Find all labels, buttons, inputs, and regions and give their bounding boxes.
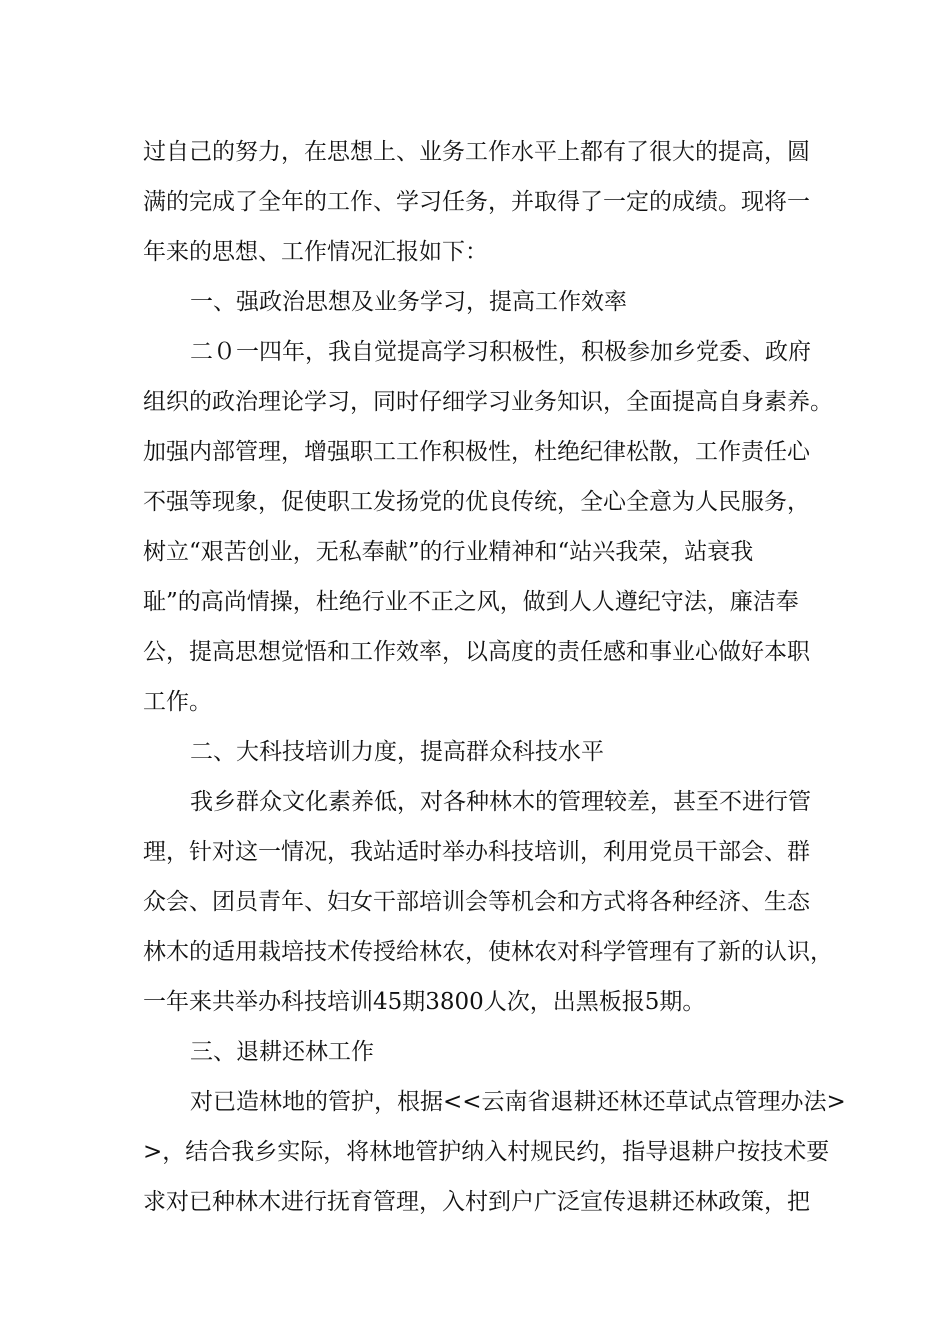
paragraph-line: 加强内部管理，增强职工工作积极性，杜绝纪律松散，工作责任心: [143, 439, 810, 465]
paragraph-line: 一年来共举办科技培训45期3800人次，出黑板报5期。: [143, 989, 706, 1015]
paragraph-line: 年来的思想、工作情况汇报如下：: [143, 239, 488, 265]
paragraph-line: 耻”的高尚情操，杜绝行业不正之风，做到人人遵纪守法，廉洁奉: [143, 589, 799, 615]
paragraph-line: 对已造林地的管护，根据<<云南省退耕还林还草试点管理办法>: [190, 1089, 846, 1115]
section-heading: 三、退耕还林工作: [190, 1039, 374, 1065]
section-heading: 一、强政治思想及业务学习，提高工作效率: [190, 289, 627, 315]
paragraph-line: 二０一四年，我自觉提高学习积极性，积极参加乡党委、政府: [190, 339, 811, 365]
section-heading: 二、大科技培训力度，提高群众科技水平: [190, 739, 604, 765]
paragraph-line: 林木的适用栽培技术传授给林农，使林农对科学管理有了新的认识，: [143, 939, 833, 965]
paragraph-line: 工作。: [143, 689, 212, 715]
paragraph-line: >，结合我乡实际，将林地管护纳入村规民约，指导退耕户按技术要: [143, 1139, 830, 1165]
paragraph-line: 众会、团员青年、妇女干部培训会等机会和方式将各种经济、生态: [143, 889, 810, 915]
paragraph-line: 理，针对这一情况，我站适时举办科技培训，利用党员干部会、群: [143, 839, 810, 865]
paragraph-line: 组织的政治理论学习，同时仔细学习业务知识，全面提高自身素养。: [143, 389, 833, 415]
paragraph-line: 不强等现象，促使职工发扬党的优良传统，全心全意为人民服务，: [143, 489, 810, 515]
paragraph-line: 满的完成了全年的工作、学习任务，并取得了一定的成绩。现将一: [143, 189, 810, 215]
paragraph-line: 公，提高思想觉悟和工作效率，以高度的责任感和事业心做好本职: [143, 639, 810, 665]
paragraph-line: 树立“艰苦创业，无私奉献”的行业精神和“站兴我荣，站衰我: [143, 539, 754, 565]
paragraph-line: 求对已种林木进行抚育管理，入村到户广泛宣传退耕还林政策，把: [143, 1189, 810, 1215]
paragraph-line: 过自己的努力，在思想上、业务工作水平上都有了很大的提高，圆: [143, 139, 810, 165]
paragraph-line: 我乡群众文化素养低，对各种林木的管理较差，甚至不进行管: [190, 789, 811, 815]
